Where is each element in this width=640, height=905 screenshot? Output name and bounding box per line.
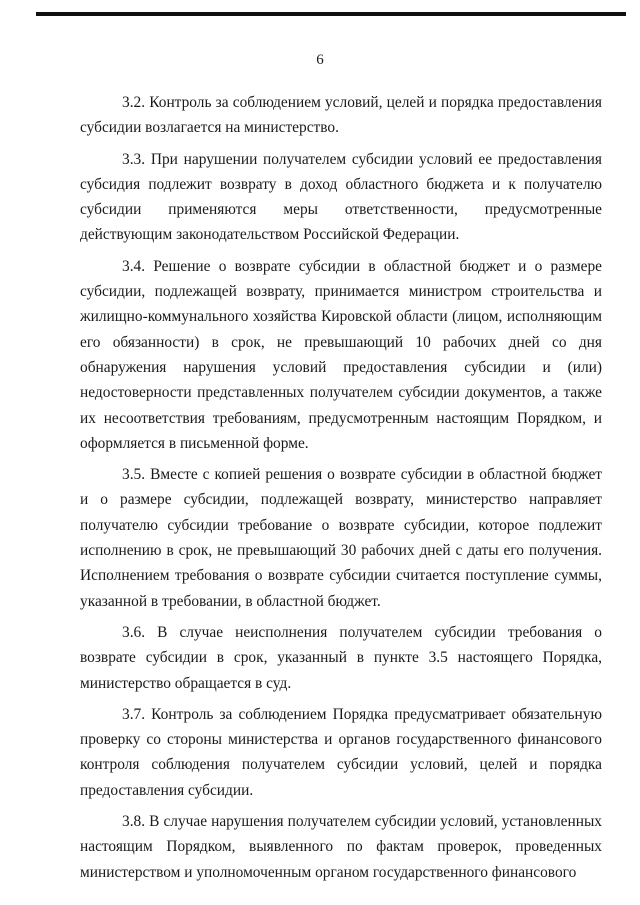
page-number: 6 [316,52,324,68]
paragraph-3-8: 3.8. В случае нарушения получателем субсидии условий, установленных настоящим Порядком, выявленного по фактам проверок, проведенных министерством и уполномоченным органом государственного финансового [80,813,602,881]
top-border-line [36,12,626,16]
document-body [80,90,602,891]
paragraph-3-6: 3.6. В случае неисполнения получателем субсидии требования о возврате субсидии в срок, указанный в пункте 3.5 настоящего Порядка, министерство обращается в суд. [80,623,602,692]
paragraph-3-5: 3.5. Вместе с копией решения о возврате субсидии в областной бюджет и о размере субсидии, подлежащей возврату, министерство направляет получателю субсидии требование о возврате субсидии, которое подлежит исполнению в срок, не превышающий 30 рабочих дней с даты его получения. Исполнением требования о возврате субсидии считается поступление суммы, указанной в требовании, в областной бюджет. [80,466,602,610]
paragraph-3-3: 3.3. При нарушении получателем субсидии условий ее предоставления субсидия подлежит возврату в доход областного бюджета и к получателю субсидии применяются меры ответственности, предусмотренные действующим законодательством Российской Федерации. [80,150,602,244]
paragraph-3-4: 3.4. Решение о возврате субсидии в областной бюджет и о размере субсидии, подлежащей возврату, принимается министром строительства и жилищно-коммунального хозяйства Кировской области (лицом, исполняющим его обязанности) в срок, не превышающий 10 рабочих дней со дня обнаружения нарушения условий предоставления субсидии и (или) недостоверности представленных получателем субсидии документов, а также их несоответствия требованиям, предусмотренным настоящим Порядком, и оформляется в письменной форме. [80,257,602,452]
paragraph-3-2: 3.2. Контроль за соблюдением условий, целей и порядка предоставления субсидии возлагается на министерство. [80,94,602,137]
paragraph-3-7: 3.7. Контроль за соблюдением Порядка предусматривает обязательную проверку со стороны министерства и органов государственного финансового контроля соблюдения получателем субсидии условий, целей и порядка предоставления субсидии. [80,705,602,799]
